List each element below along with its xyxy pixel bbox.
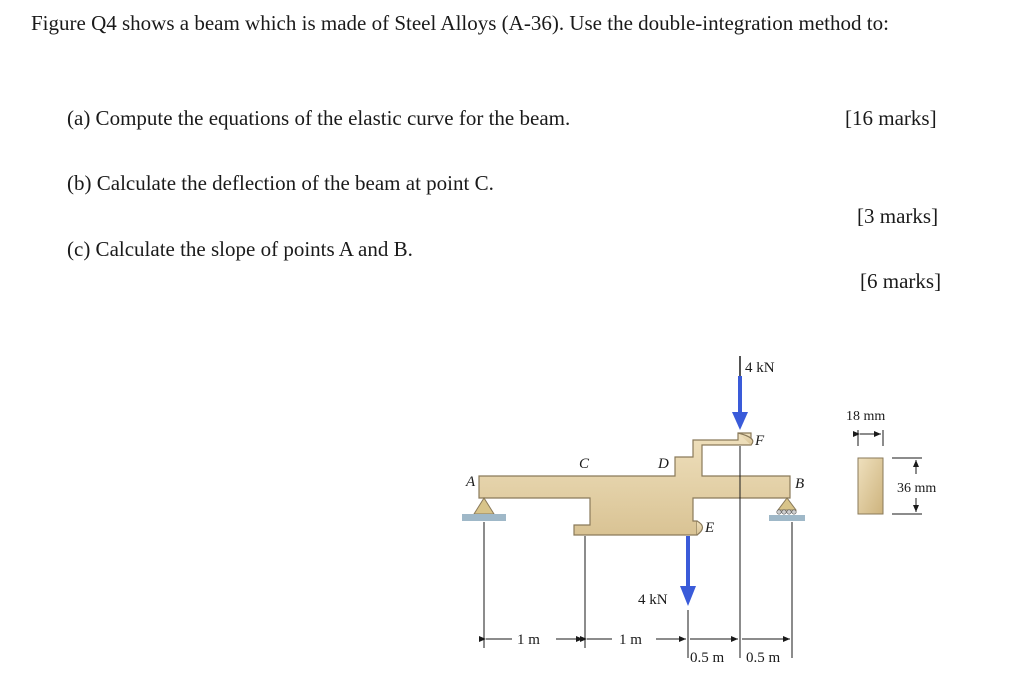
label-b: B: [795, 476, 805, 492]
part-c-marks: [6 marks]: [860, 269, 942, 293]
bottom-load-arrow-head: [680, 586, 696, 606]
part-c-text: (c) Calculate the slope of points A and B.: [67, 237, 413, 261]
section-height-label: 36 mm: [897, 481, 937, 496]
ground-a: [462, 514, 506, 521]
part-a-marks: [16 marks]: [845, 106, 937, 130]
point-e-stub: [697, 521, 703, 535]
span-cd-label: 1 m: [619, 632, 642, 648]
label-d: D: [658, 456, 669, 472]
bottom-load-label: 4 kN: [638, 592, 668, 608]
label-c: C: [579, 456, 590, 472]
problem-intro: Figure Q4 shows a beam which is made of Steel Alloys (A-36). Use the double-integration method to:: [31, 11, 889, 35]
support-b: [778, 498, 796, 510]
span-ac-label: 1 m: [517, 632, 540, 648]
part-a-text: (a) Compute the equations of the elastic curve for the beam.: [67, 106, 571, 130]
ground-b: [769, 515, 805, 521]
span-d-mid-label: 0.5 m: [690, 650, 725, 666]
cross-section: [858, 458, 883, 514]
part-b-marks: [3 marks]: [857, 204, 939, 228]
section-width-label: 18 mm: [846, 409, 886, 424]
top-load-arrow-head: [732, 412, 748, 430]
part-b-text: (b) Calculate the deflection of the beam at point C.: [67, 171, 494, 195]
support-a: [474, 498, 494, 514]
top-load-label: 4 kN: [745, 360, 775, 376]
label-a: A: [466, 474, 476, 490]
beam-body: [479, 433, 790, 535]
span-mid-b-label: 0.5 m: [746, 650, 781, 666]
label-e: E: [705, 520, 715, 536]
label-f: F: [755, 433, 765, 449]
